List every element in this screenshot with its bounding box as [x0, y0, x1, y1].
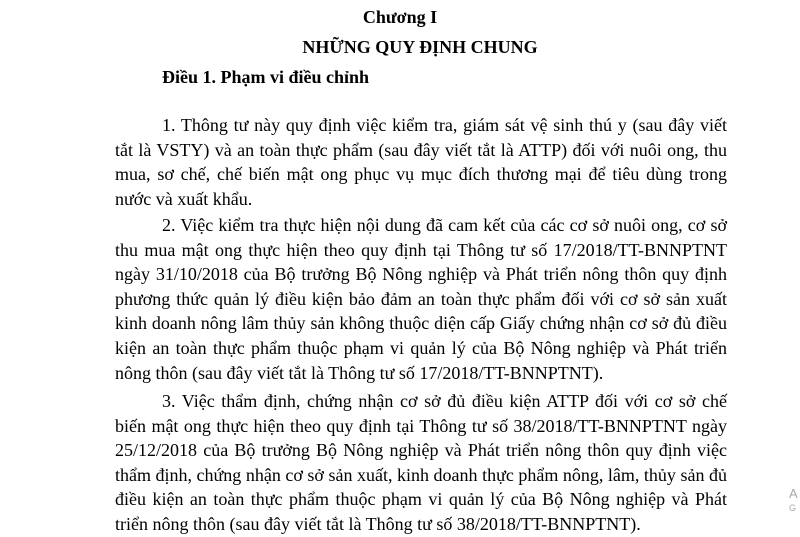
paragraph-1: 1. Thông tư này quy định việc kiểm tra, giám sát vệ sinh thú y (sau đây viết tắt là VSTY) và an toàn thực phẩm (sau đây viết tắt là ATTP) đối với nuôi ong, thu mua, sơ chế, chế biến mật ong phục vụ mục đích thương mại để tiêu dùng trong nước và xuất khẩu.	[115, 115, 727, 209]
watermark-text	[789, 486, 798, 514]
paragraph-2: 2. Việc kiểm tra thực hiện nội dung đã cam kết của các cơ sở nuôi ong, cơ sở thu mua mật ong thực hiện theo quy định tại Thông tư số 17/2018/TT-BNNPTNT ngày 31/10/2018 của Bộ trưởng Bộ Nông nghiệp và Phát triển nông thôn quy định phương thức quản lý điều kiện bảo đảm an toàn thực phẩm đối với cơ sở sản xuất kinh doanh nông lâm thủy sản không thuộc diện cấp Giấy chứng nhận cơ sở đủ điều kiện an toàn thực phẩm thuộc phạm vi quản lý của Bộ Nông nghiệp và Phát triển nông thôn (sau đây viết tắt là Thông tư số 17/2018/TT-BNNPTNT).	[115, 215, 727, 383]
chapter-title: NHỮNG QUY ĐỊNH CHUNG	[302, 37, 538, 57]
article-heading: Điều 1. Phạm vi điều chỉnh	[162, 67, 370, 87]
paragraph-3: 3. Việc thẩm định, chứng nhận cơ sở đủ điều kiện ATTP đối với cơ sở chế biến mật ong thực hiện theo quy định tại Thông tư số 38/2018/TT-BNNPTNT ngày 25/12/2018 của Bộ trưởng Bộ Nông nghiệp và Phát triển nông thôn quy định việc thẩm định, chứng nhận cơ sở sản xuất, kinh doanh thực phẩm nông, lâm, thủy sản đủ điều kiện an toàn thực phẩm thuộc phạm vi quản lý của Bộ Nông nghiệp và Phát triển nông thôn (sau đây viết tắt là Thông tư số 38/2018/TT-BNNPTNT).	[115, 391, 727, 534]
chapter-label: Chương I	[362, 7, 438, 27]
watermark-line-2: G	[789, 503, 797, 513]
watermark-line-1: A	[789, 486, 798, 501]
